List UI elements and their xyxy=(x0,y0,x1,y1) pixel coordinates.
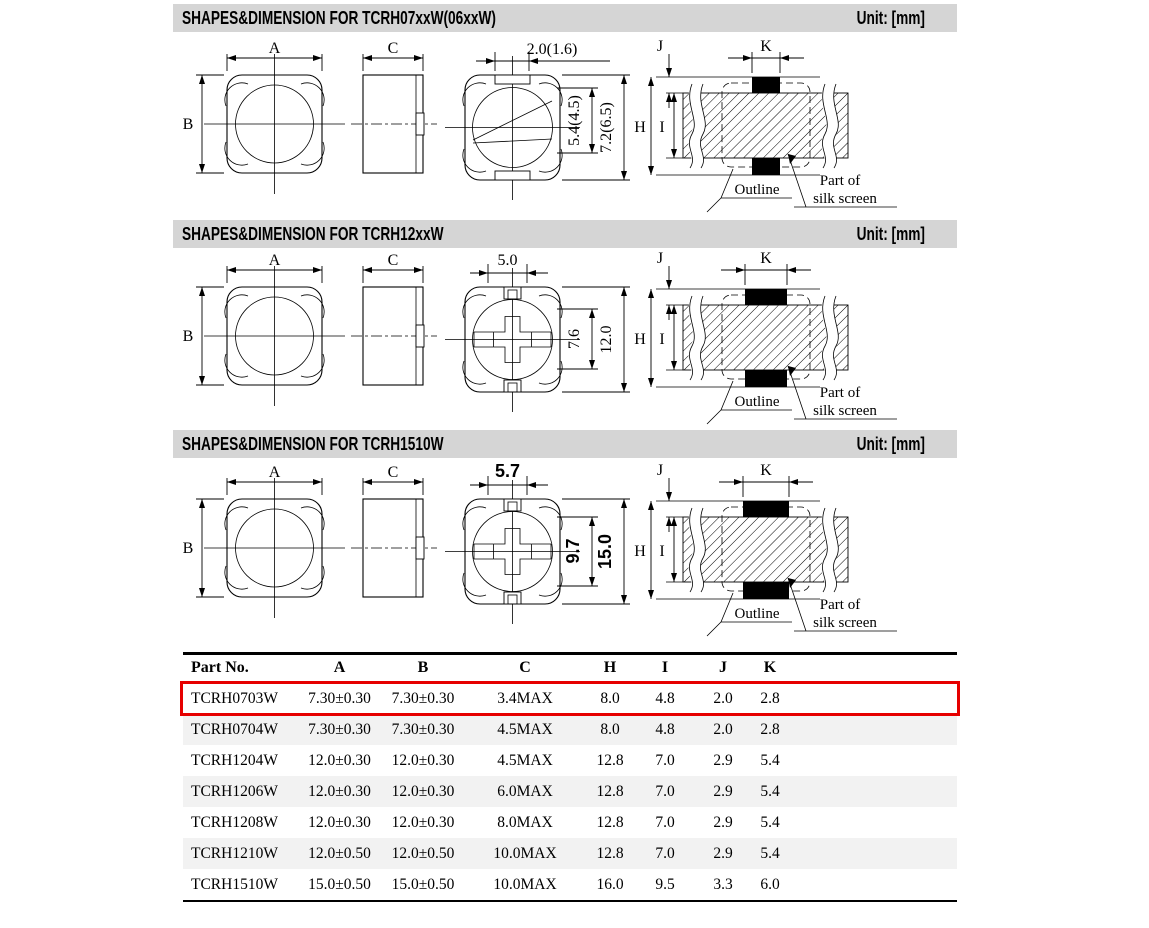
cell-A: 12.0±0.30 xyxy=(308,782,371,800)
cell-J: 2.9 xyxy=(713,844,733,862)
cell-J: 2.0 xyxy=(713,720,733,738)
cell-K: 5.4 xyxy=(760,751,780,769)
section1-title: SHAPES&DIMENSION FOR TCRH07xxW(06xxW) xyxy=(182,7,496,28)
land-pattern xyxy=(634,462,897,636)
silkscreen-label-line1: Part of xyxy=(819,173,861,189)
cell-part: TCRH1204W xyxy=(191,751,278,769)
cell-I: 4.8 xyxy=(655,720,675,738)
dim-label-I: I xyxy=(659,331,665,348)
dim-label-B: B xyxy=(182,328,194,345)
cell-K: 2.8 xyxy=(760,720,780,738)
header-I: I xyxy=(635,654,695,683)
cell-C: 4.5MAX xyxy=(497,751,553,769)
cell-J: 3.3 xyxy=(695,869,751,901)
header-part-no: Part No. xyxy=(183,654,298,683)
dim-label-C: C xyxy=(387,464,399,481)
cell-J: 2.9 xyxy=(713,751,733,769)
dim-label-top: 5.7 xyxy=(494,462,521,481)
dim-label-A: A xyxy=(268,40,281,57)
dim-label-A: A xyxy=(268,252,281,269)
cell-C: 8.0MAX xyxy=(497,813,553,831)
section3-title: SHAPES&DIMENSION FOR TCRH1510W xyxy=(182,433,444,454)
dim-label-I: I xyxy=(659,543,665,560)
bottom-view xyxy=(445,41,630,200)
cell-H: 12.8 xyxy=(596,813,624,831)
outline-label: Outline xyxy=(734,394,780,410)
dim-label-K: K xyxy=(760,250,772,267)
header-B: B xyxy=(381,654,465,683)
section2-technical-drawing xyxy=(180,250,960,428)
cell-H: 12.8 xyxy=(596,844,624,862)
header-J: J xyxy=(695,654,751,683)
cell-part: TCRH1208W xyxy=(191,813,278,831)
side-view xyxy=(351,252,437,385)
cell-I: 9.5 xyxy=(635,869,695,901)
cell-B: 15.0±0.50 xyxy=(381,869,465,901)
table-row xyxy=(183,745,957,776)
cell-J: 2.9 xyxy=(713,813,733,831)
silkscreen-label-line1: Part of xyxy=(819,597,861,613)
silkscreen-label-line2: silk screen xyxy=(813,403,877,419)
top-view xyxy=(183,252,345,406)
section2-header-bar xyxy=(173,220,957,248)
side-view xyxy=(351,40,437,173)
cell-B: 12.0±0.30 xyxy=(391,751,455,769)
dim-label-H: H xyxy=(634,331,646,348)
cell-B: 12.0±0.50 xyxy=(391,844,455,862)
cell-part: TCRH0703W xyxy=(191,689,278,707)
section3-header-bar xyxy=(173,430,957,458)
cell-K: 5.4 xyxy=(760,844,780,862)
cell-B: 12.0±0.30 xyxy=(391,813,455,831)
dim-label-top: 2.0(1.6) xyxy=(526,41,578,58)
cell-H: 12.8 xyxy=(596,751,624,769)
header-A: A xyxy=(298,654,381,683)
cell-J: 2.0 xyxy=(713,689,733,707)
cell-part: TCRH1510W xyxy=(183,869,298,901)
dim-label-K: K xyxy=(760,38,772,55)
dim-label-inner: 7.6 xyxy=(566,329,583,349)
cell-K: 5.4 xyxy=(760,782,780,800)
cell-K: 6.0 xyxy=(751,869,789,901)
dim-label-top: 5.0 xyxy=(497,252,518,269)
land-pattern xyxy=(634,250,897,424)
silkscreen-label-line2: silk screen xyxy=(813,191,877,207)
dim-label-B: B xyxy=(182,116,194,133)
outline-label: Outline xyxy=(734,182,780,198)
dim-label-B: B xyxy=(182,540,194,557)
cell-I: 7.0 xyxy=(655,813,675,831)
dimension-table xyxy=(183,652,957,902)
dim-label-K: K xyxy=(760,462,772,479)
table-row xyxy=(183,869,957,901)
bottom-view xyxy=(445,462,630,624)
section1-technical-drawing xyxy=(180,38,960,216)
cell-A: 12.0±0.30 xyxy=(308,751,371,769)
section2-unit-label: Unit: [mm] xyxy=(856,223,925,244)
table-row xyxy=(183,776,957,807)
outline-label: Outline xyxy=(734,606,780,622)
dim-label-J: J xyxy=(656,250,664,267)
top-view xyxy=(183,40,345,194)
dim-label-H: H xyxy=(634,543,646,560)
dim-label-J: J xyxy=(656,462,664,479)
section1-unit-label: Unit: [mm] xyxy=(856,7,925,28)
dim-label-outer: 15.0 xyxy=(595,533,615,570)
top-view xyxy=(183,464,345,618)
dim-label-C: C xyxy=(387,40,399,57)
dim-label-C: C xyxy=(387,252,399,269)
cell-I: 7.0 xyxy=(655,782,675,800)
dim-label-A: A xyxy=(268,464,281,481)
cell-part: TCRH0704W xyxy=(191,720,278,738)
cell-A: 7.30±0.30 xyxy=(308,689,371,707)
table-header-row xyxy=(183,654,957,683)
cell-I: 7.0 xyxy=(655,844,675,862)
cell-K: 2.8 xyxy=(760,689,780,707)
cell-part: TCRH1206W xyxy=(191,782,278,800)
dimension-table-wrapper xyxy=(183,652,957,902)
dim-label-outer: 12.0 xyxy=(598,325,615,354)
header-K: K xyxy=(751,654,789,683)
dim-label-inner: 9.7 xyxy=(563,538,583,564)
dim-label-H: H xyxy=(634,119,646,136)
dim-label-J: J xyxy=(656,38,664,55)
table-row xyxy=(183,714,957,745)
cell-part: TCRH1210W xyxy=(191,844,278,862)
cell-C: 4.5MAX xyxy=(497,720,553,738)
cell-A: 12.0±0.30 xyxy=(308,813,371,831)
table-row xyxy=(183,807,957,838)
cell-B: 12.0±0.30 xyxy=(391,782,455,800)
cell-J: 2.9 xyxy=(713,782,733,800)
cell-C: 10.0MAX xyxy=(493,844,557,862)
dim-label-outer: 7.2(6.5) xyxy=(598,102,615,153)
table-row xyxy=(183,682,957,714)
cell-A: 15.0±0.50 xyxy=(298,869,381,901)
header-H: H xyxy=(585,654,635,683)
cell-H: 12.8 xyxy=(596,782,624,800)
cell-H: 8.0 xyxy=(600,689,620,707)
cell-C: 10.0MAX xyxy=(465,869,585,901)
section3-unit-label: Unit: [mm] xyxy=(856,433,925,454)
cell-H: 16.0 xyxy=(585,869,635,901)
section1-header-bar xyxy=(173,4,957,32)
cell-K: 5.4 xyxy=(760,813,780,831)
cell-H: 8.0 xyxy=(600,720,620,738)
side-view xyxy=(351,464,437,597)
section2-title: SHAPES&DIMENSION FOR TCRH12xxW xyxy=(182,223,444,244)
table-row xyxy=(183,838,957,869)
dim-label-inner: 5.4(4.5) xyxy=(566,95,583,146)
cell-I: 4.8 xyxy=(655,689,675,707)
bottom-view xyxy=(445,252,630,412)
cell-A: 12.0±0.50 xyxy=(308,844,371,862)
silkscreen-label-line2: silk screen xyxy=(813,615,877,631)
cell-C: 6.0MAX xyxy=(497,782,553,800)
header-filler xyxy=(789,654,957,683)
cell-I: 7.0 xyxy=(655,751,675,769)
cell-C: 3.4MAX xyxy=(497,689,553,707)
cell-A: 7.30±0.30 xyxy=(308,720,371,738)
land-pattern xyxy=(634,38,897,212)
dim-label-I: I xyxy=(659,119,665,136)
header-C: C xyxy=(465,654,585,683)
section3-technical-drawing xyxy=(180,462,960,640)
silkscreen-label-line1: Part of xyxy=(819,385,861,401)
cell-B: 7.30±0.30 xyxy=(391,689,455,707)
cell-B: 7.30±0.30 xyxy=(391,720,455,738)
